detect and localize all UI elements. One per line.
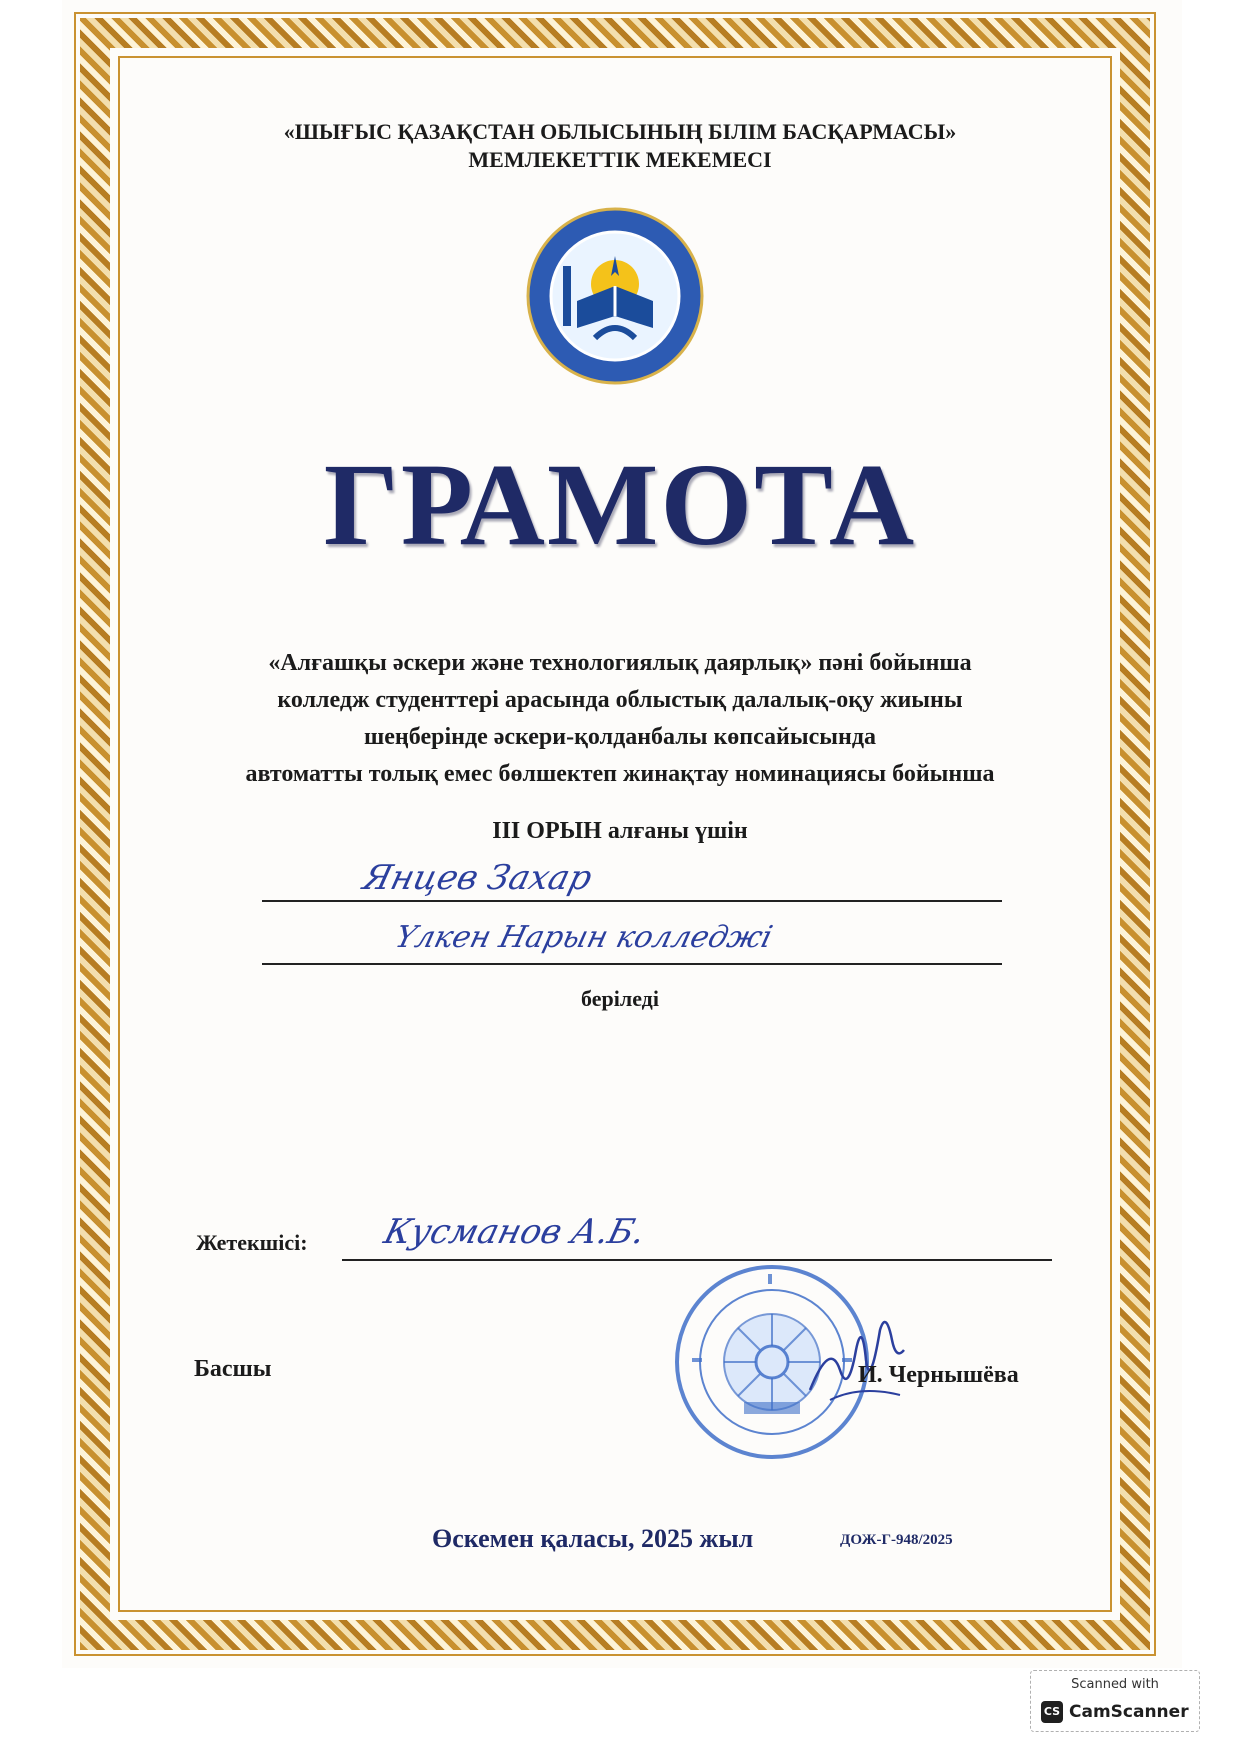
- supervisor-name-handwritten: Кусманов А.Б.: [380, 1212, 650, 1252]
- description-line-1: «Алғашқы әскери және технологиялық даярлық» пәні бойынша: [268, 650, 972, 676]
- footer-document-number: ДОЖ-Г-948/2025: [840, 1532, 953, 1548]
- description-line-2: колледж студенттері арасында облыстық далалық-оқу жиыны: [277, 687, 963, 713]
- organization-line-1: «ШЫҒЫС ҚАЗАҚСТАН ОБЛЫСЫНЫҢ БІЛІМ БАСҚАРМАСЫ»: [283, 119, 957, 144]
- education-department-emblem-icon: [525, 206, 705, 386]
- head-name: И. Чернышёва: [858, 1362, 1019, 1388]
- camscanner-badge: [1030, 1670, 1200, 1732]
- supervisor-line: [342, 1259, 1052, 1261]
- supervisor-label: Жетекшісі:: [196, 1230, 308, 1255]
- recipient-college-line: [262, 963, 1002, 965]
- organization-line-2: МЕМЛЕКЕТТІК МЕКЕМЕСІ: [468, 147, 772, 172]
- camscanner-logo-icon: CS: [1041, 1701, 1063, 1723]
- description-line-4: автоматты толық емес бөлшектеп жинақтау номинациясы бойынша: [245, 761, 995, 787]
- given-text: беріледі: [581, 986, 659, 1011]
- recipient-name-handwritten: Янцев Захар: [359, 858, 596, 898]
- footer-city-year: Өскемен қаласы, 2025 жыл: [432, 1524, 754, 1553]
- head-label: Басшы: [194, 1356, 272, 1382]
- signature-icon: [800, 1300, 910, 1410]
- recipient-name-line: [262, 900, 1002, 902]
- description-line-3: шеңберінде әскери-қолданбалы көпсайысында: [364, 724, 876, 750]
- place-award: III ОРЫН алғаны үшін: [492, 818, 748, 844]
- recipient-college-handwritten: Үлкен Нарын колледжі: [391, 920, 776, 955]
- scanner-badge-caption: Scanned with: [1071, 1677, 1159, 1692]
- certificate-title: ГРАМОТА: [323, 439, 917, 570]
- scanner-badge-name: CamScanner: [1069, 1702, 1189, 1722]
